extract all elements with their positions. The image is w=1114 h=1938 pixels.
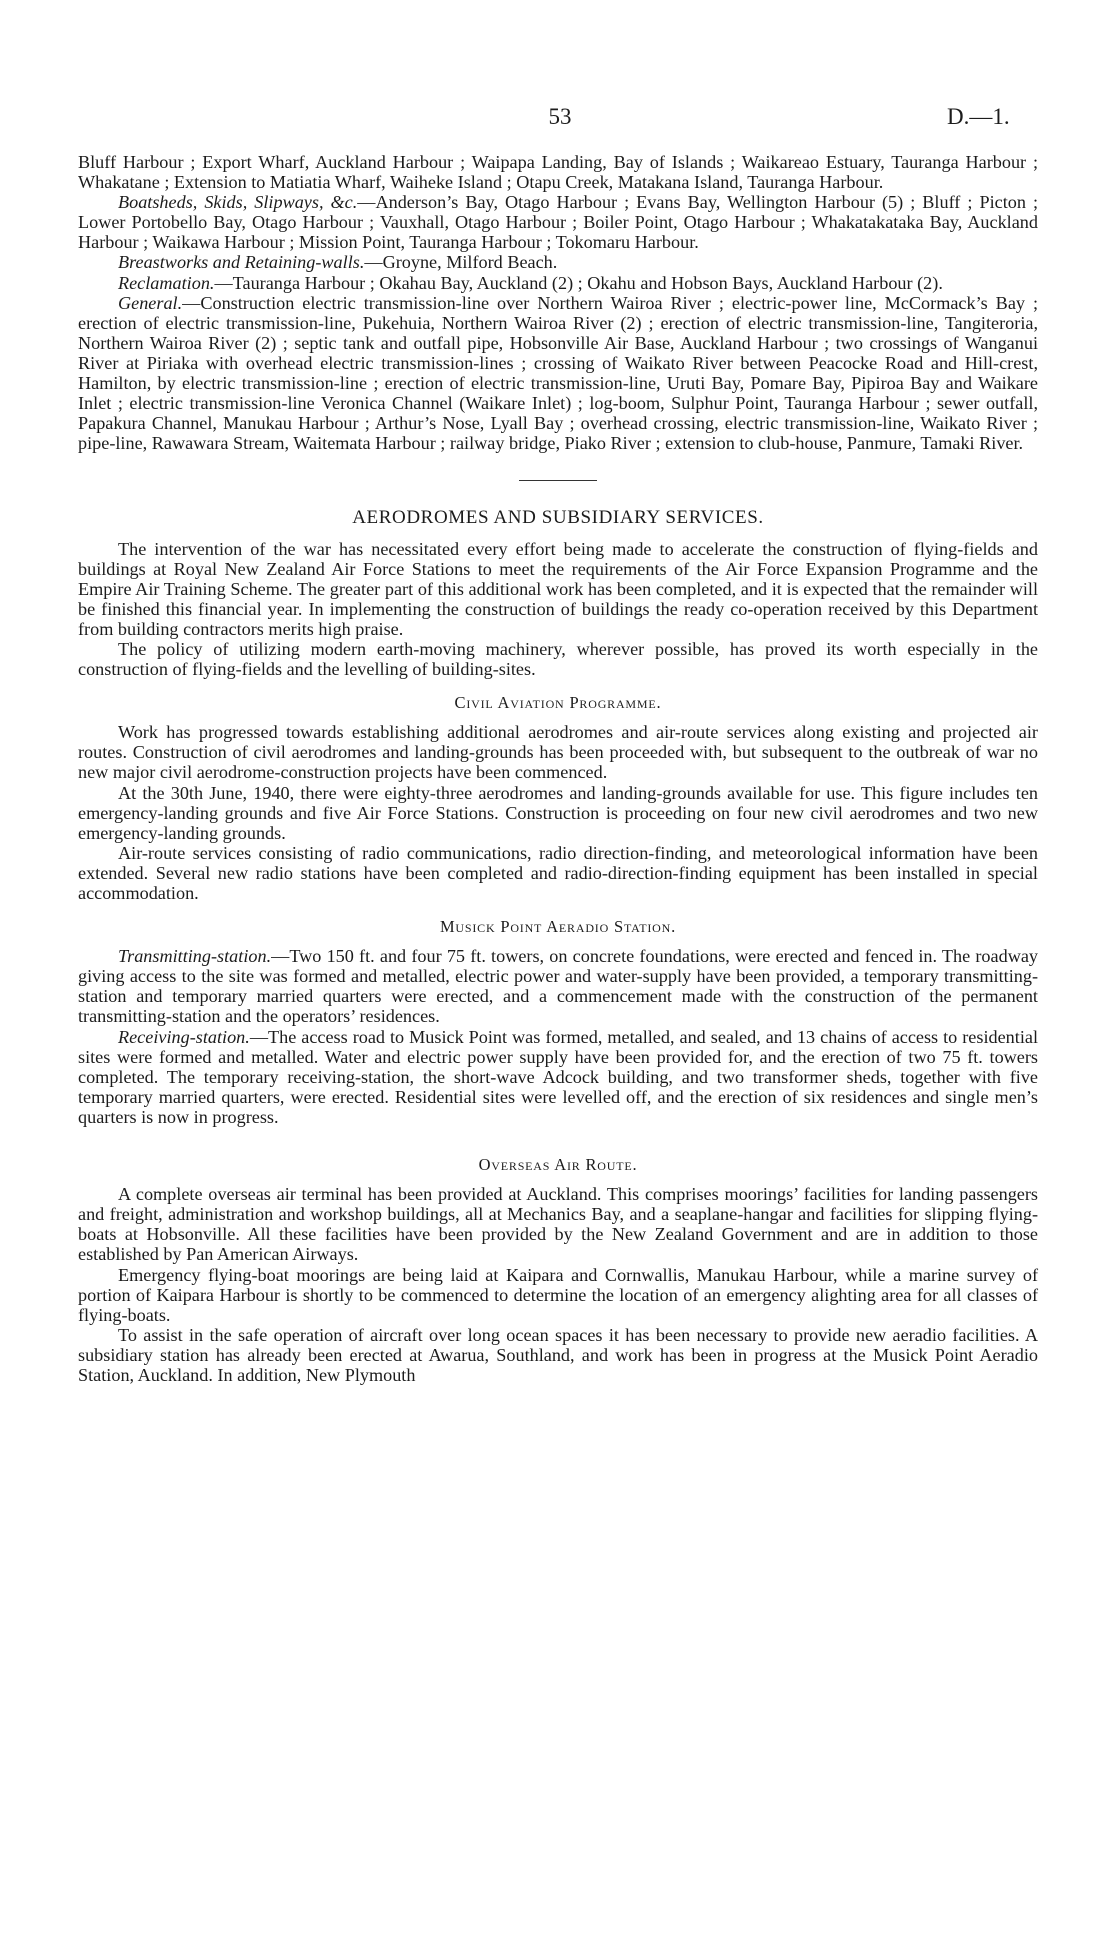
- section-title: AERODROMES AND SUBSIDIARY SERVICES.: [352, 507, 764, 529]
- paragraph-lead: Transmitting-station.: [118, 946, 272, 967]
- intro-paragraph-reclamation: Reclamation.—Tauranga Harbour ; Okahau Bay, Auckland (2) ; Okahu and Hobson Bays, Auckland Harbour (2).: [118, 272, 943, 293]
- paragraph-lead: Boatsheds, Skids, Slipways, &c.: [118, 192, 358, 213]
- paragraph-lead: Breastworks and Retaining-walls.: [118, 252, 365, 273]
- civil-paragraph: At the 30th June, 1940, there were eighty-three aerodromes and landing-grounds available for use. This figure includes ten emergency-landing grounds and five Air Force Stations. Construction is proceeding on four new civil aerodromes and two new emergency-landing grounds.: [78, 782, 1038, 843]
- section-paragraph: The policy of utilizing modern earth-moving machinery, wherever possible, has proved its worth especially in the construction of flying-fields and the levelling of building-sites.: [78, 638, 1038, 680]
- page-body: [78, 152, 1038, 1385]
- paragraph-lead: General.: [118, 292, 183, 313]
- paragraph-lead: Reclamation.: [118, 272, 215, 293]
- overseas-paragraph: Emergency flying-boat moorings are being laid at Kaipara and Cornwallis, Manukau Harbour, while a marine survey of portion of Kaipara Harbour is shortly to be commenced to determine the location of an emergency alighting area for all classes of flying-boats.: [78, 1264, 1038, 1325]
- intro-paragraph-boatsheds: Boatsheds, Skids, Slipways, &c.—Anderson’s Bay, Otago Harbour ; Evans Bay, Wellington Harbour (5) ; Bluff ; Picton ; Lower Portobello Bay, Otago Harbour ; Vauxhall, Otago Harbour ; Boiler Point, Otago Harbour ; Whakatakataka Bay, Auckland Harbour ; Waikawa Harbour ; Mission Point, Tauranga Harbour ; Tokomaru Harbour.: [78, 192, 1038, 253]
- overseas-paragraph: To assist in the safe operation of aircraft over long ocean spaces it has been necessary to provide new aeradio facilities. A subsidiary station has already been erected at Awarua, Southland, and work has been in progress at the Musick Point Aeradio Station, Auckland. In addition, New Plymouth: [78, 1324, 1038, 1385]
- civil-paragraph: Work has progressed towards establishing additional aerodromes and air-route services along existing and projected air routes. Construction of civil aerodromes and landing-grounds has been proceeded with, but subsequent to the outbreak of war no new major civil aerodrome-construction projects have been commenced.: [78, 722, 1038, 783]
- musick-paragraph-transmitting: Transmitting-station.—Two 150 ft. and four 75 ft. towers, on concrete foundations, were erected and fenced in. The roadway giving access to the site was formed and metalled, electric power and water-supply have been provided, a temporary transmitting-station and temporary married quarters were erected, and a commencement made with the construction of the permanent transmitting-station and the operators’ residences.: [78, 946, 1038, 1027]
- section-divider: [519, 480, 597, 481]
- subsection-title-overseas-air-route: Overseas Air Route.: [478, 1155, 638, 1175]
- intro-paragraph-general: General.—Construction electric transmission-line over Northern Wairoa River ; electric-power line, McCormack’s Bay ; erection of electric transmission-line, Pukehuia, Northern Wairoa River (2) ; erection of electric transmission-line, Tangiteroria, Northern Wairoa River (2) ; septic tank and outfall pipe, Hobsonville Air Base, Auckland Harbour ; two crossings of Wanganui River at Piriaka with overhead electric transmission-lines ; crossing of Waikato River between Peacocke Road and Hill-crest, Hamilton, by electric transmission-line ; erection of electric transmission-line, Uruti Bay, Pomare Bay, Pipiroa Bay and Waikare Inlet ; electric transmission-line Veronica Channel (Waikare Inlet) ; log-boom, Sulphur Point, Tauranga Harbour ; sewer outfall, Papakura Channel, Manukau Harbour ; Arthur’s Nose, Lyall Bay ; overhead crossing, electric transmission-line, Waikato River ; pipe-line, Rawawara Stream, Waitemata Harbour ; railway bridge, Piako River ; extension to club-house, Panmure, Tamaki River.: [78, 292, 1038, 454]
- civil-paragraph: Air-route services consisting of radio communications, radio direction-finding, and meteorological information have been extended. Several new radio stations have been completed and radio-direction-finding equipment has been installed in special accommodation.: [78, 842, 1038, 903]
- musick-paragraph-receiving: Receiving-station.—The access road to Musick Point was formed, metalled, and sealed, and 13 chains of access to residential sites were formed and metalled. Water and electric power supply have been provided for, and the erection of two 75 ft. towers completed. The temporary receiving-station, the short-wave Adcock building, and two transformer sheds, together with five temporary married quarters, were erected. Residential sites were levelled off, and the erection of six residences and single men’s quarters is now in progress.: [78, 1026, 1038, 1127]
- intro-paragraph-breastworks: Breastworks and Retaining-walls.—Groyne, Milford Beach.: [118, 252, 558, 273]
- subsection-title-civil-aviation: Civil Aviation Programme.: [454, 693, 662, 713]
- document-reference: D.—1.: [947, 104, 1010, 129]
- page-number: 53: [548, 104, 572, 129]
- subsection-title-musick-point: Musick Point Aeradio Station.: [439, 917, 677, 937]
- overseas-paragraph: A complete overseas air terminal has been provided at Auckland. This comprises moorings’ facilities for landing passengers and freight, administration and workshop buildings, all at Mechanics Bay, and a seaplane-hangar and facilities for slipping flying-boats at Hobsonville. All these facilities have been provided by the New Zealand Government and are in addition to those established by Pan American Airways.: [78, 1184, 1038, 1265]
- paragraph-lead: Receiving-station.: [118, 1026, 250, 1047]
- section-paragraph: The intervention of the war has necessitated every effort being made to accelerate the construction of flying-fields and buildings at Royal New Zealand Air Force Stations to meet the requirements of the Air Force Expansion Programme and the Empire Air Training Scheme. The greater part of this additional work has been completed, and it is expected that the remainder will be finished this financial year. In implementing the construction of buildings the ready co-operation received by this Department from building contractors merits high praise.: [78, 538, 1038, 639]
- intro-paragraph-harbours: Bluff Harbour ; Export Wharf, Auckland Harbour ; Waipapa Landing, Bay of Islands ; Waikareao Estuary, Tauranga Harbour ; Whakatane ; Extension to Matiatia Wharf, Waiheke Island ; Otapu Creek, Matakana Island, Tauranga Harbour.: [78, 152, 1038, 193]
